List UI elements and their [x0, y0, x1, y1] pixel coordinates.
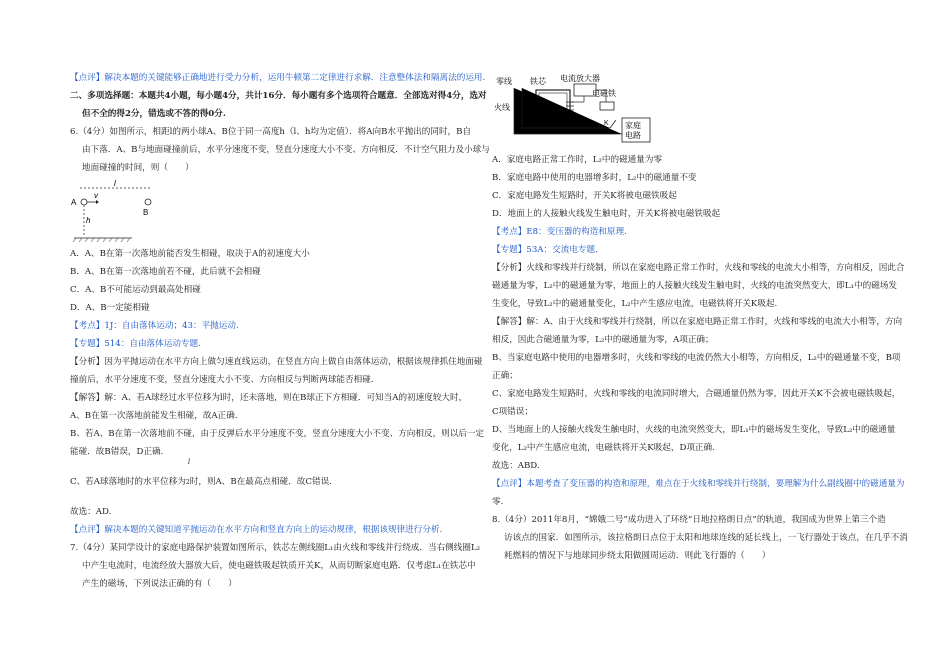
q6-stem-1: 6.（4分）如图所示，相距l的两小球A、B位于同一高度h（l、h均为定值）．将A向B水平抛出的同时，B自: [70, 127, 472, 137]
q6-stem-3: 地面碰撞的时间，则（ ）: [82, 163, 194, 173]
q6-option-b: B．A、B在第一次落地前若不碰，此后就不会相碰: [70, 267, 261, 277]
comment-1: 【点评】解决本题的关键能够正确地进行受力分析，运用牛顿第二定律进行求解．注意整体法和隔离法的运用.: [70, 73, 486, 83]
q7-answer-3: B、当家庭电路中使用的电器增多时，火线和零线的电流仍然大小相等，方向相反，L₂中的磁通量不变，B项: [492, 353, 901, 363]
q7-circuit-figure: [494, 72, 654, 150]
q7-stem-2: 中产生电流时，电流经放大器放大后，使电磁铁吸起铁质开关K，从而切断家庭电路．仅考虑L₁在铁芯中: [82, 561, 476, 571]
q6-stem-2: 由下落．A、B与地面碰撞前后，水平分速度不变，竖直分速度大小不变、方向相反．不计空气阻力及小球与: [82, 145, 490, 155]
q7-comment-1: 【点评】本题考查了变压器的构造和原理，难点在于火线和零线并行绕制，要理解为什么副线圈中的磁通量为: [492, 479, 905, 489]
q7-answer-6: C项错误；: [492, 407, 533, 417]
fig6-b-label: B: [143, 208, 149, 217]
q6-figure: [72, 178, 172, 248]
fig7-home1: 家庭: [625, 121, 641, 130]
q7-kaodian: 【考点】E8：变压器的构造和原理.: [492, 227, 627, 237]
q6-comment: 【点评】解决本题的关键知道平抛运动在水平方向和竖直方向上的运动规律，根据该规律进行分析.: [70, 525, 443, 535]
q6-answer-1: 【解答】解：A、若A球经过水平位移为l时，还未落地，则在B球正下方相碰．可知当A的初速度较大时，: [70, 393, 468, 403]
q6-answer-3: B、若A、B在第一次落地前不碰，由于反弹后水平分速度不变，竖直分速度大小不变、方向相反，则以后一定: [70, 429, 485, 439]
fig7-amp: 电流放大器: [560, 74, 600, 83]
q7-analysis-1: 【分析】火线和零线并行绕制，所以在家庭电路正常工作时，火线和零线的电流大小相等，方向相反，因此合: [492, 263, 905, 273]
fig7-neutral: 零线: [496, 77, 512, 86]
section-header-cont: 但不全的得2分，错选或不答的得0分.: [82, 109, 226, 119]
fig7-core: 铁芯: [530, 77, 546, 86]
fig6-l-label: l: [114, 179, 116, 188]
q7-analysis-2: 磁通量为零，L₂中的磁通量为零，地面上的人接触火线发生触电时，火线的电流突然变大，即L₁中的磁场发: [492, 281, 898, 291]
q6-option-c: C．A、B不可能运动到最高处相碰: [70, 285, 201, 295]
q6-choice: 故选：AD.: [70, 507, 112, 517]
q7-analysis-3: 生变化，导致L₂中的磁通量变化，L₂中产生感应电流，电磁铁将开关K吸起.: [492, 299, 778, 309]
fig6-a-label: A: [71, 198, 77, 207]
q6-answer-4: 能碰．故B错误，D正确.: [70, 447, 164, 457]
q6-analysis-2: 撞前后，水平分速度不变，竖直分速度大小不变、方向相反与判断两球能否相碰.: [70, 375, 374, 385]
fig6-v-label: v: [94, 191, 98, 200]
q6-kaodian: 【考点】1J：自由落体运动；43：平抛运动.: [70, 321, 239, 331]
q7-answer-8: 变化，L₂中产生感应电流，电磁铁将开关K吸起，D项正确.: [492, 443, 715, 453]
q7-answer-4: 正确；: [492, 371, 518, 381]
q8-stem-1: 8.（4分）2011年8月，“嫦娥二号”成功进入了环绕“日地拉格朗日点”的轨道，我国成为世界上第三个造: [492, 515, 886, 525]
q6-zhuanti: 【专题】514：自由落体运动专题.: [70, 339, 201, 349]
velocity-arrowhead: [96, 200, 99, 204]
q7-answer-1: 【解答】解：A、由于火线和零线并行绕制，所以在家庭电路正常工作时，火线和零线的电流大小相等，方向: [492, 317, 903, 327]
q7-option-c: C．家庭电路发生短路时，开关K将被电磁铁吸起: [492, 191, 677, 201]
ball-a-icon: [81, 199, 87, 205]
q7-stem-3: 产生的磁场，下列说法正确的有（ ）: [82, 579, 237, 589]
fraction-numerator: l: [187, 458, 191, 466]
electromagnet: [600, 102, 614, 110]
q6-option-a: A．A、B在第一次落地前能否发生相碰，取决于A的初速度大小: [70, 249, 310, 259]
q8-stem-2: 访该点的国家．如图所示，该拉格朗日点位于太阳和地球连线的延长线上，一飞行器处于该点，在几乎不消: [504, 533, 908, 543]
q7-answer-2: 相反，因此合磁通量为零，L₂中的磁通量为零，A项正确；: [492, 335, 714, 345]
fraction-denominator: 2: [185, 479, 190, 486]
q7-choice: 故选：ABD.: [492, 461, 540, 471]
q7-comment-2: 零.: [492, 497, 504, 507]
q7-option-d: D．地面上的人接触火线发生触电时，开关K将被电磁铁吸起: [492, 209, 721, 219]
q7-answer-5: C、家庭电路发生短路时，火线和零线的电流同时增大，合磁通量仍然为零，因此开关K不会被电磁铁吸起，: [492, 389, 901, 399]
q6-answer-5b: 时，则A、B在最高点相碰．故C错误.: [189, 477, 332, 487]
q6-option-d: D．A、B一定能相碰: [70, 303, 150, 313]
fig7-k: K: [604, 120, 609, 127]
switch-k: [610, 120, 616, 128]
fraction: [185, 458, 193, 466]
q6-answer-5: [70, 476, 332, 489]
fig7-magnet: 电磁铁: [592, 89, 616, 98]
fig7-live: 火线: [494, 103, 510, 112]
q7-zhuanti: 【专题】53A：交流电专题.: [492, 245, 598, 255]
q6-answer-5a: C、若A球落地时的水平位移为: [70, 477, 186, 487]
q7-option-b: B．家庭电路中使用的电器增多时，L₂中的磁通量不变: [492, 173, 697, 183]
section-header: 二、多项选择题：本题共4小题，每小题4分，共计16分．每小题有多个选项符合题意．全部选对得4分，选对: [70, 91, 487, 101]
q7-option-a: A．家庭电路正常工作时，L₂中的磁通量为零: [492, 155, 663, 165]
fig6-h-label: h: [86, 216, 91, 225]
q8-stem-3: 耗燃料的情况下与地球同步绕太阳做圆周运动．则此飞行器的（ ）: [504, 551, 771, 561]
q6-answer-2: A、B在第一次落地前能发生相碰，故A正确.: [70, 411, 238, 421]
q7-answer-7: D、当地面上的人接触火线发生触电时，火线的电流突然变大，即L₁中的磁场发生变化，导致L₂中的磁通量: [492, 425, 896, 435]
q6-analysis-1: 【分析】因为平抛运动在水平方向上做匀速直线运动，在竖直方向上做自由落体运动，根据该规律抓住地面碰: [70, 357, 483, 367]
q7-stem-1: 7.（4分）某同学设计的家庭电路保护装置如图所示，铁芯左侧线圈L₁由火线和零线并行绕成．当右侧线圈L₂: [70, 543, 481, 553]
fig7-home2: 电路: [625, 131, 641, 140]
ball-b-icon: [145, 199, 151, 205]
